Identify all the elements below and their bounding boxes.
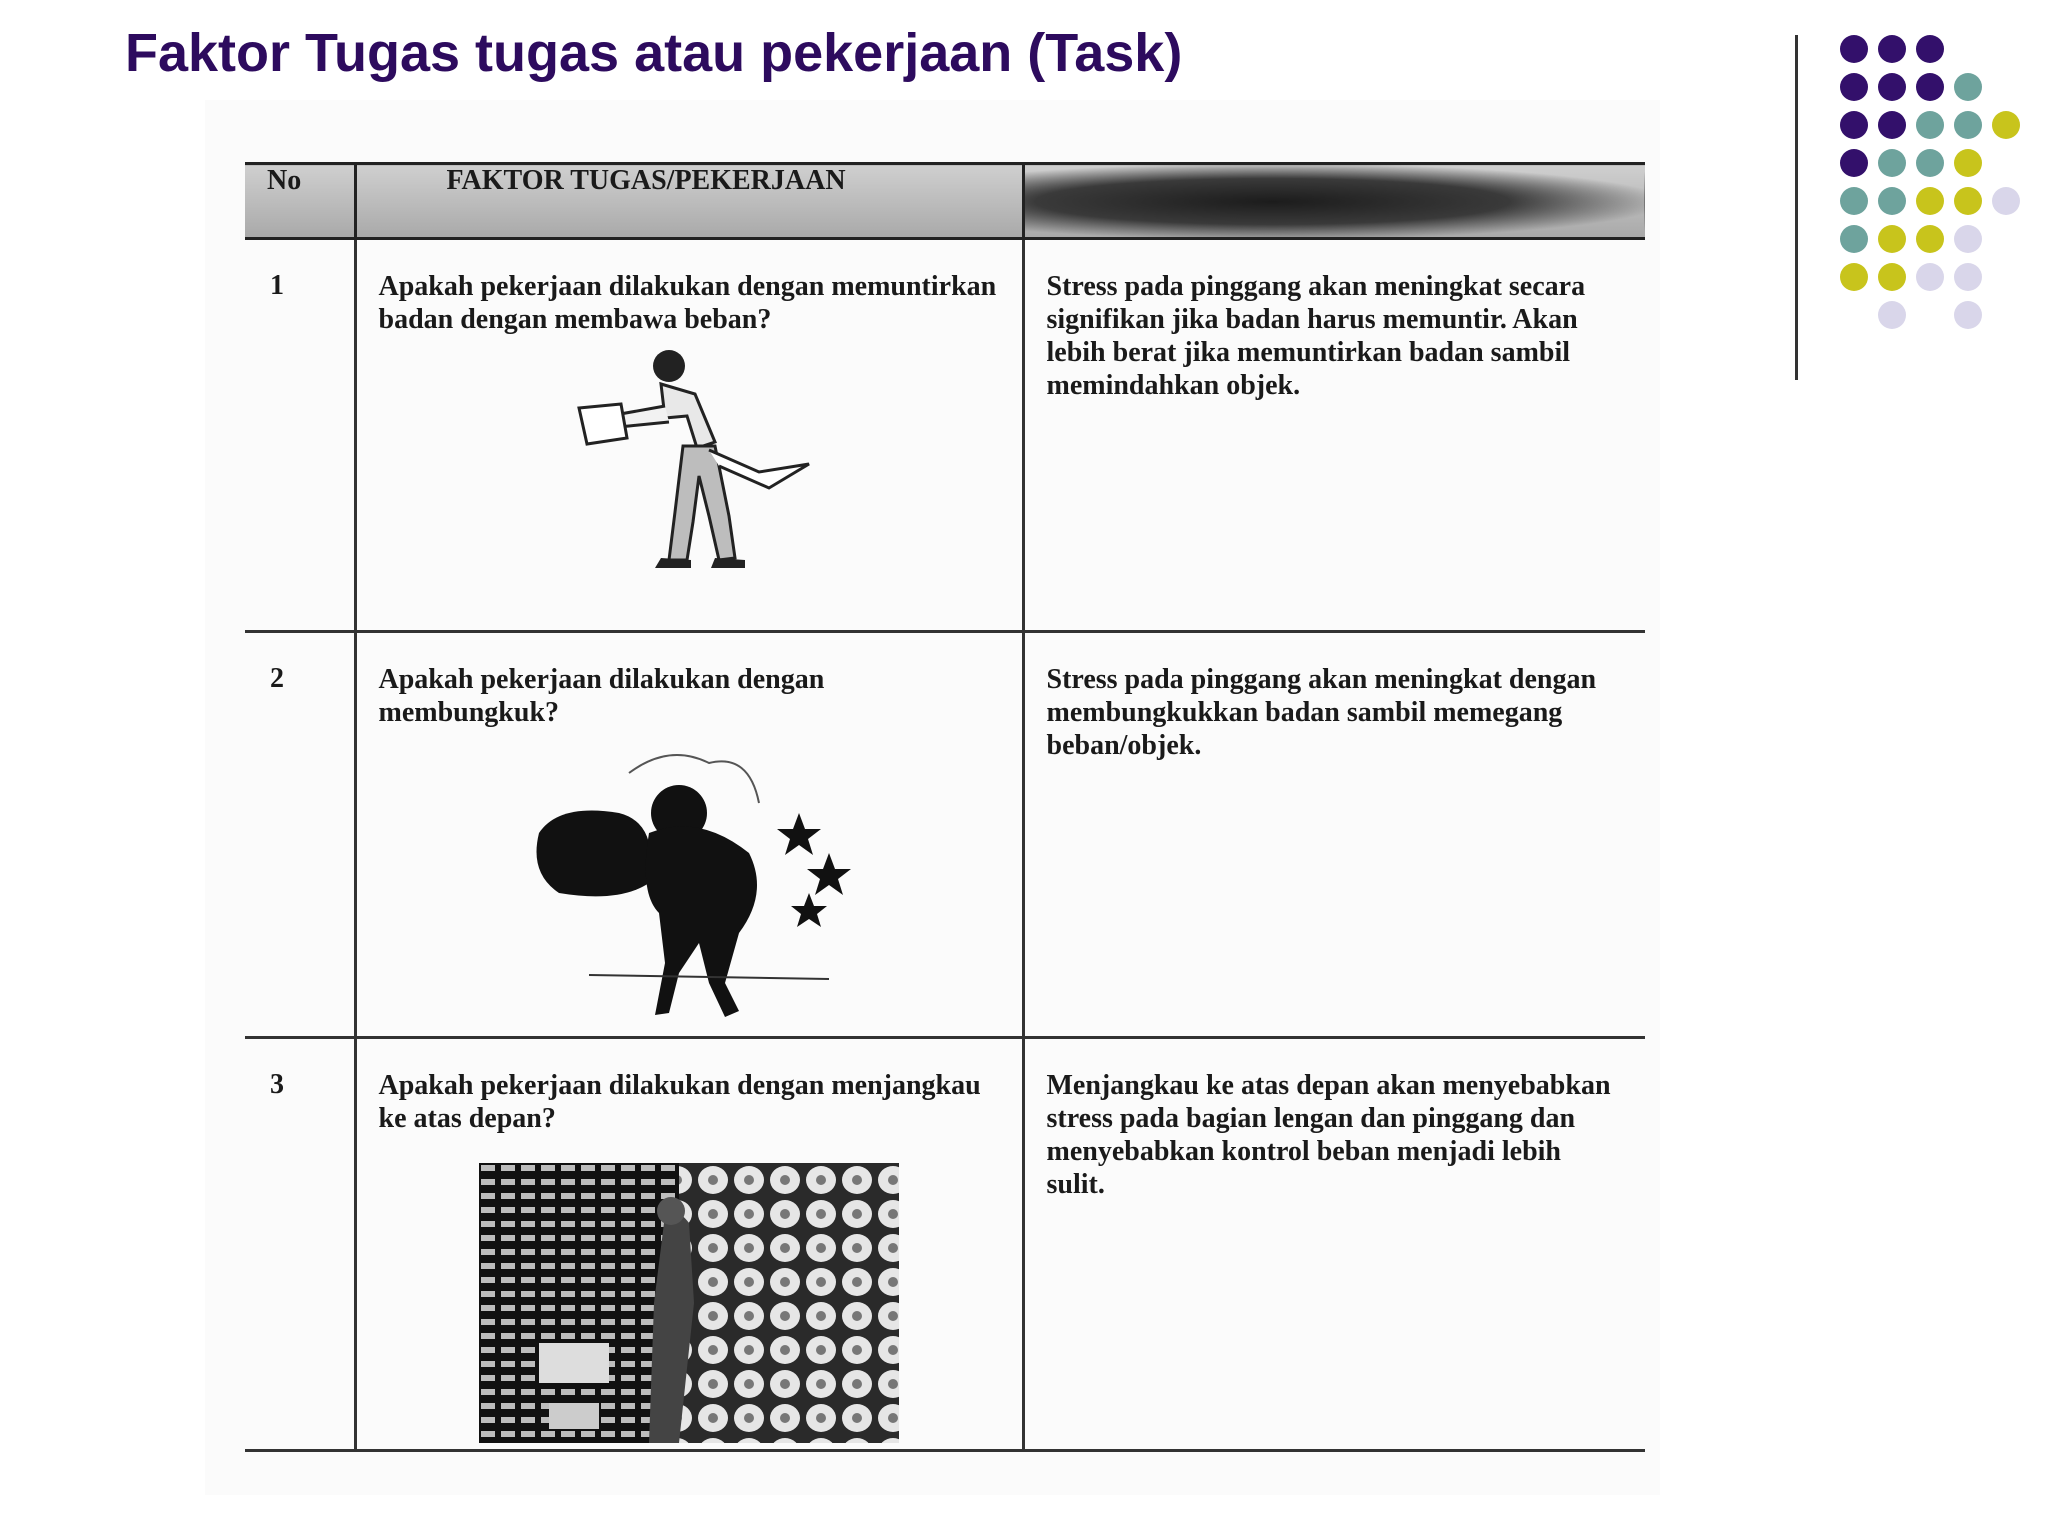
decor-dot: [1840, 225, 1868, 253]
factor-cell: [355, 239, 1023, 632]
decor-dot: [1878, 35, 1906, 63]
effect-cell: Stress pada pinggang akan meningkat dengan membungkukkan badan sambil memegang beban/objek.: [1023, 632, 1645, 1037]
decor-dot: [1954, 149, 1982, 177]
person-bending-with-load-icon: [529, 743, 869, 1033]
header-factor: FAKTOR TUGAS/PEKERJAAN: [355, 164, 1023, 239]
decor-dot: [1916, 111, 1944, 139]
decor-dot: [1878, 225, 1906, 253]
decor-dot: [1954, 301, 1982, 329]
decor-dot: [1878, 187, 1906, 215]
factor-question: Apakah pekerjaan dilakukan dengan menjangkau ke atas depan?: [378, 1069, 981, 1134]
decor-dot: [1840, 35, 1868, 63]
decor-dot: [1840, 111, 1868, 139]
decor-dot: [1878, 149, 1906, 177]
decor-dot: [1916, 73, 1944, 101]
row-number: 2: [245, 632, 355, 1037]
decor-dot: [1916, 225, 1944, 253]
decor-dot: [1954, 225, 1982, 253]
decor-dot: [1954, 111, 1982, 139]
table-row: [245, 1037, 1645, 1450]
decor-dot: [1840, 263, 1868, 291]
decor-dot: [1878, 73, 1906, 101]
person-twisting-carrying-icon: [569, 346, 829, 576]
title-divider-line: [1795, 35, 1798, 380]
factor-cell: [355, 632, 1023, 1037]
decor-dot: [1916, 263, 1944, 291]
decor-dot: [1840, 187, 1868, 215]
decor-dot: [1992, 187, 2020, 215]
decor-dot: [1954, 187, 1982, 215]
row-number: 1: [245, 239, 355, 632]
decor-dot: [1878, 263, 1906, 291]
decor-dot: [1992, 111, 2020, 139]
slide-title: Faktor Tugas tugas atau pekerjaan (Task): [125, 23, 1183, 83]
task-factor-table: [245, 162, 1645, 1452]
row-number: 3: [245, 1037, 355, 1450]
header-no: No: [245, 164, 355, 239]
decor-dot: [1840, 149, 1868, 177]
effect-cell: Menjangkau ke atas depan akan menyebabkan stress pada bagian lengan dan pinggang dan menyebabkan kontrol beban menjadi lebih sulit.: [1023, 1037, 1645, 1450]
decor-dot: [1954, 263, 1982, 291]
decor-dot: [1916, 187, 1944, 215]
factor-cell: [355, 1037, 1023, 1450]
decor-dot: [1954, 73, 1982, 101]
header-effect-obscured: [1023, 164, 1645, 239]
table-header-row: [245, 164, 1645, 239]
table-row: [245, 632, 1645, 1037]
factor-question: Apakah pekerjaan dilakukan dengan membungkuk?: [378, 664, 825, 729]
effect-cell: Stress pada pinggang akan meningkat secara signifikan jika badan harus memuntir. Akan lebih berat jika memuntirkan badan sambil memindahkan objek.: [1023, 239, 1645, 632]
decor-dot: [1840, 73, 1868, 101]
table-row: [245, 239, 1645, 632]
worker-reaching-shelves-photo: [479, 1163, 899, 1443]
decor-dot: [1916, 149, 1944, 177]
decor-dot: [1878, 301, 1906, 329]
factor-question: Apakah pekerjaan dilakukan dengan memuntirkan badan dengan membawa beban?: [378, 271, 997, 335]
decor-dot: [1878, 111, 1906, 139]
decor-dot: [1916, 35, 1944, 63]
